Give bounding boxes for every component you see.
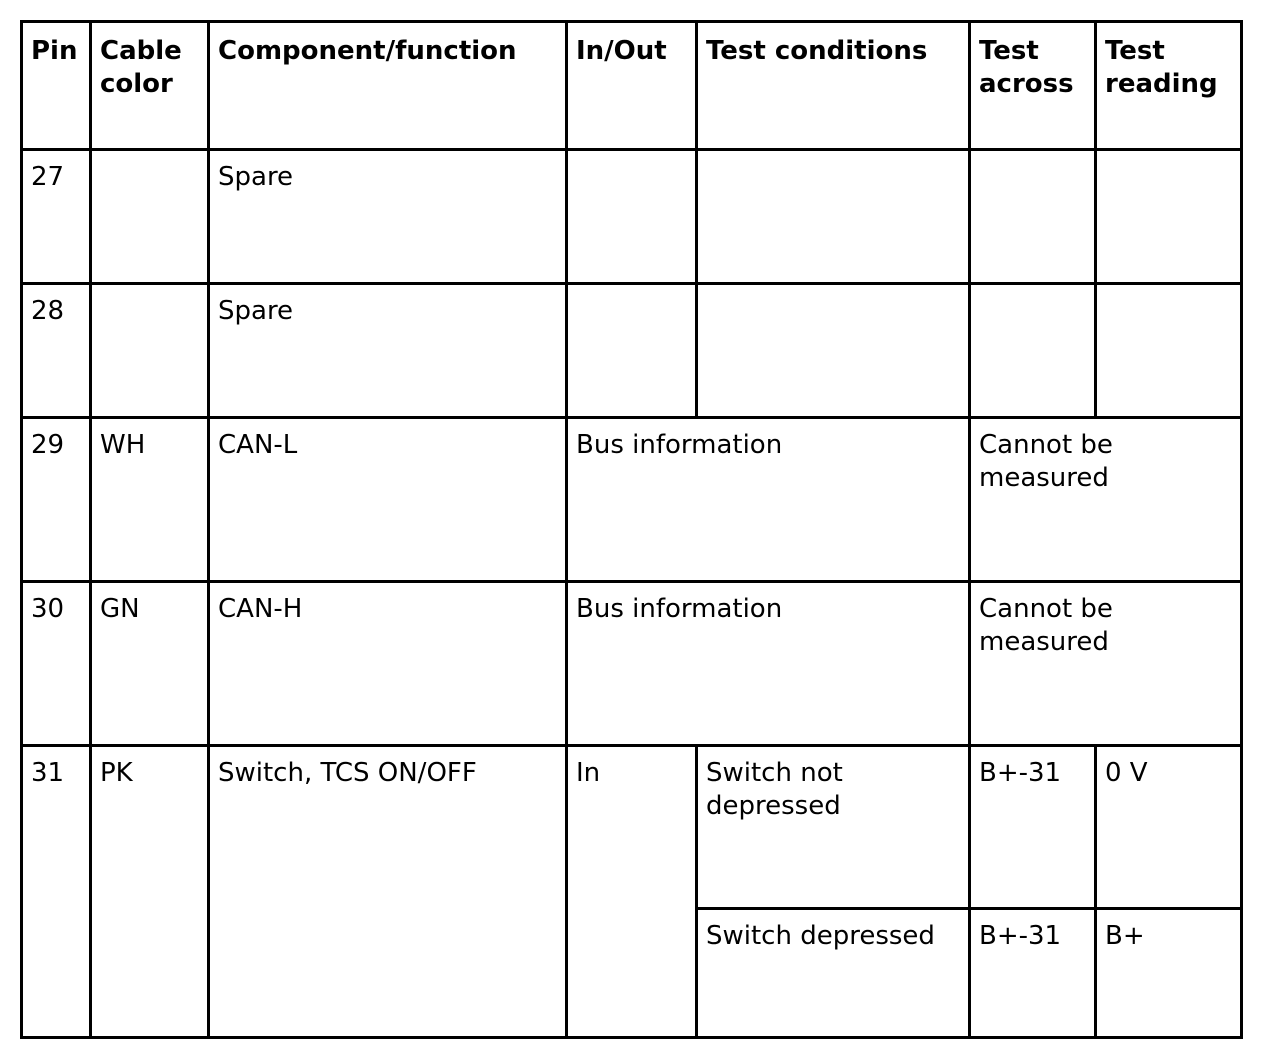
cell-component-function: CAN-L [209,418,567,582]
table-row [22,150,1242,284]
cell-component-function: Spare [209,150,567,284]
cell-test-across-reading: Cannot be measured [970,418,1242,582]
cell-test-across [970,284,1096,418]
table-row [22,418,1242,582]
table-row [22,284,1242,418]
cell-in-out-conditions: Bus information [567,418,970,582]
header-test-across: Test across [970,22,1096,150]
header-cable-color: Cable color [91,22,209,150]
cell-pin: 30 [22,582,91,746]
cell-in-out [567,284,697,418]
cell-pin: 31 [22,746,91,1038]
pin-assignment-table [20,20,1243,1039]
cell-test-across [970,150,1096,284]
cell-test-conditions [697,284,970,418]
table-row [22,582,1242,746]
cell-cable-color: PK [91,746,209,1038]
cell-component-function: Spare [209,284,567,418]
cell-cable-color: WH [91,418,209,582]
cell-pin: 29 [22,418,91,582]
cell-component-function: Switch, TCS ON/OFF [209,746,567,1038]
cell-in-out: In [567,746,697,1038]
header-test-reading: Test reading [1096,22,1242,150]
cell-test-conditions [697,150,970,284]
cell-cable-color [91,150,209,284]
cell-test-across: B+-31 [970,746,1096,909]
cell-test-across-reading: Cannot be measured [970,582,1242,746]
cell-in-out-conditions: Bus information [567,582,970,746]
cell-pin: 27 [22,150,91,284]
header-pin: Pin [22,22,91,150]
table-row [22,746,1242,909]
cell-test-reading [1096,150,1242,284]
cell-test-conditions: Switch depressed [697,909,970,1038]
cell-cable-color: GN [91,582,209,746]
cell-test-conditions: Switch not depressed [697,746,970,909]
cell-test-reading: 0 V [1096,746,1242,909]
cell-cable-color [91,284,209,418]
cell-test-across: B+-31 [970,909,1096,1038]
cell-test-reading [1096,284,1242,418]
header-test-conditions: Test conditions [697,22,970,150]
cell-pin: 28 [22,284,91,418]
cell-component-function: CAN-H [209,582,567,746]
cell-test-reading: B+ [1096,909,1242,1038]
header-component-function: Component/function [209,22,567,150]
header-in-out: In/Out [567,22,697,150]
cell-in-out [567,150,697,284]
table-header-row [22,22,1242,150]
